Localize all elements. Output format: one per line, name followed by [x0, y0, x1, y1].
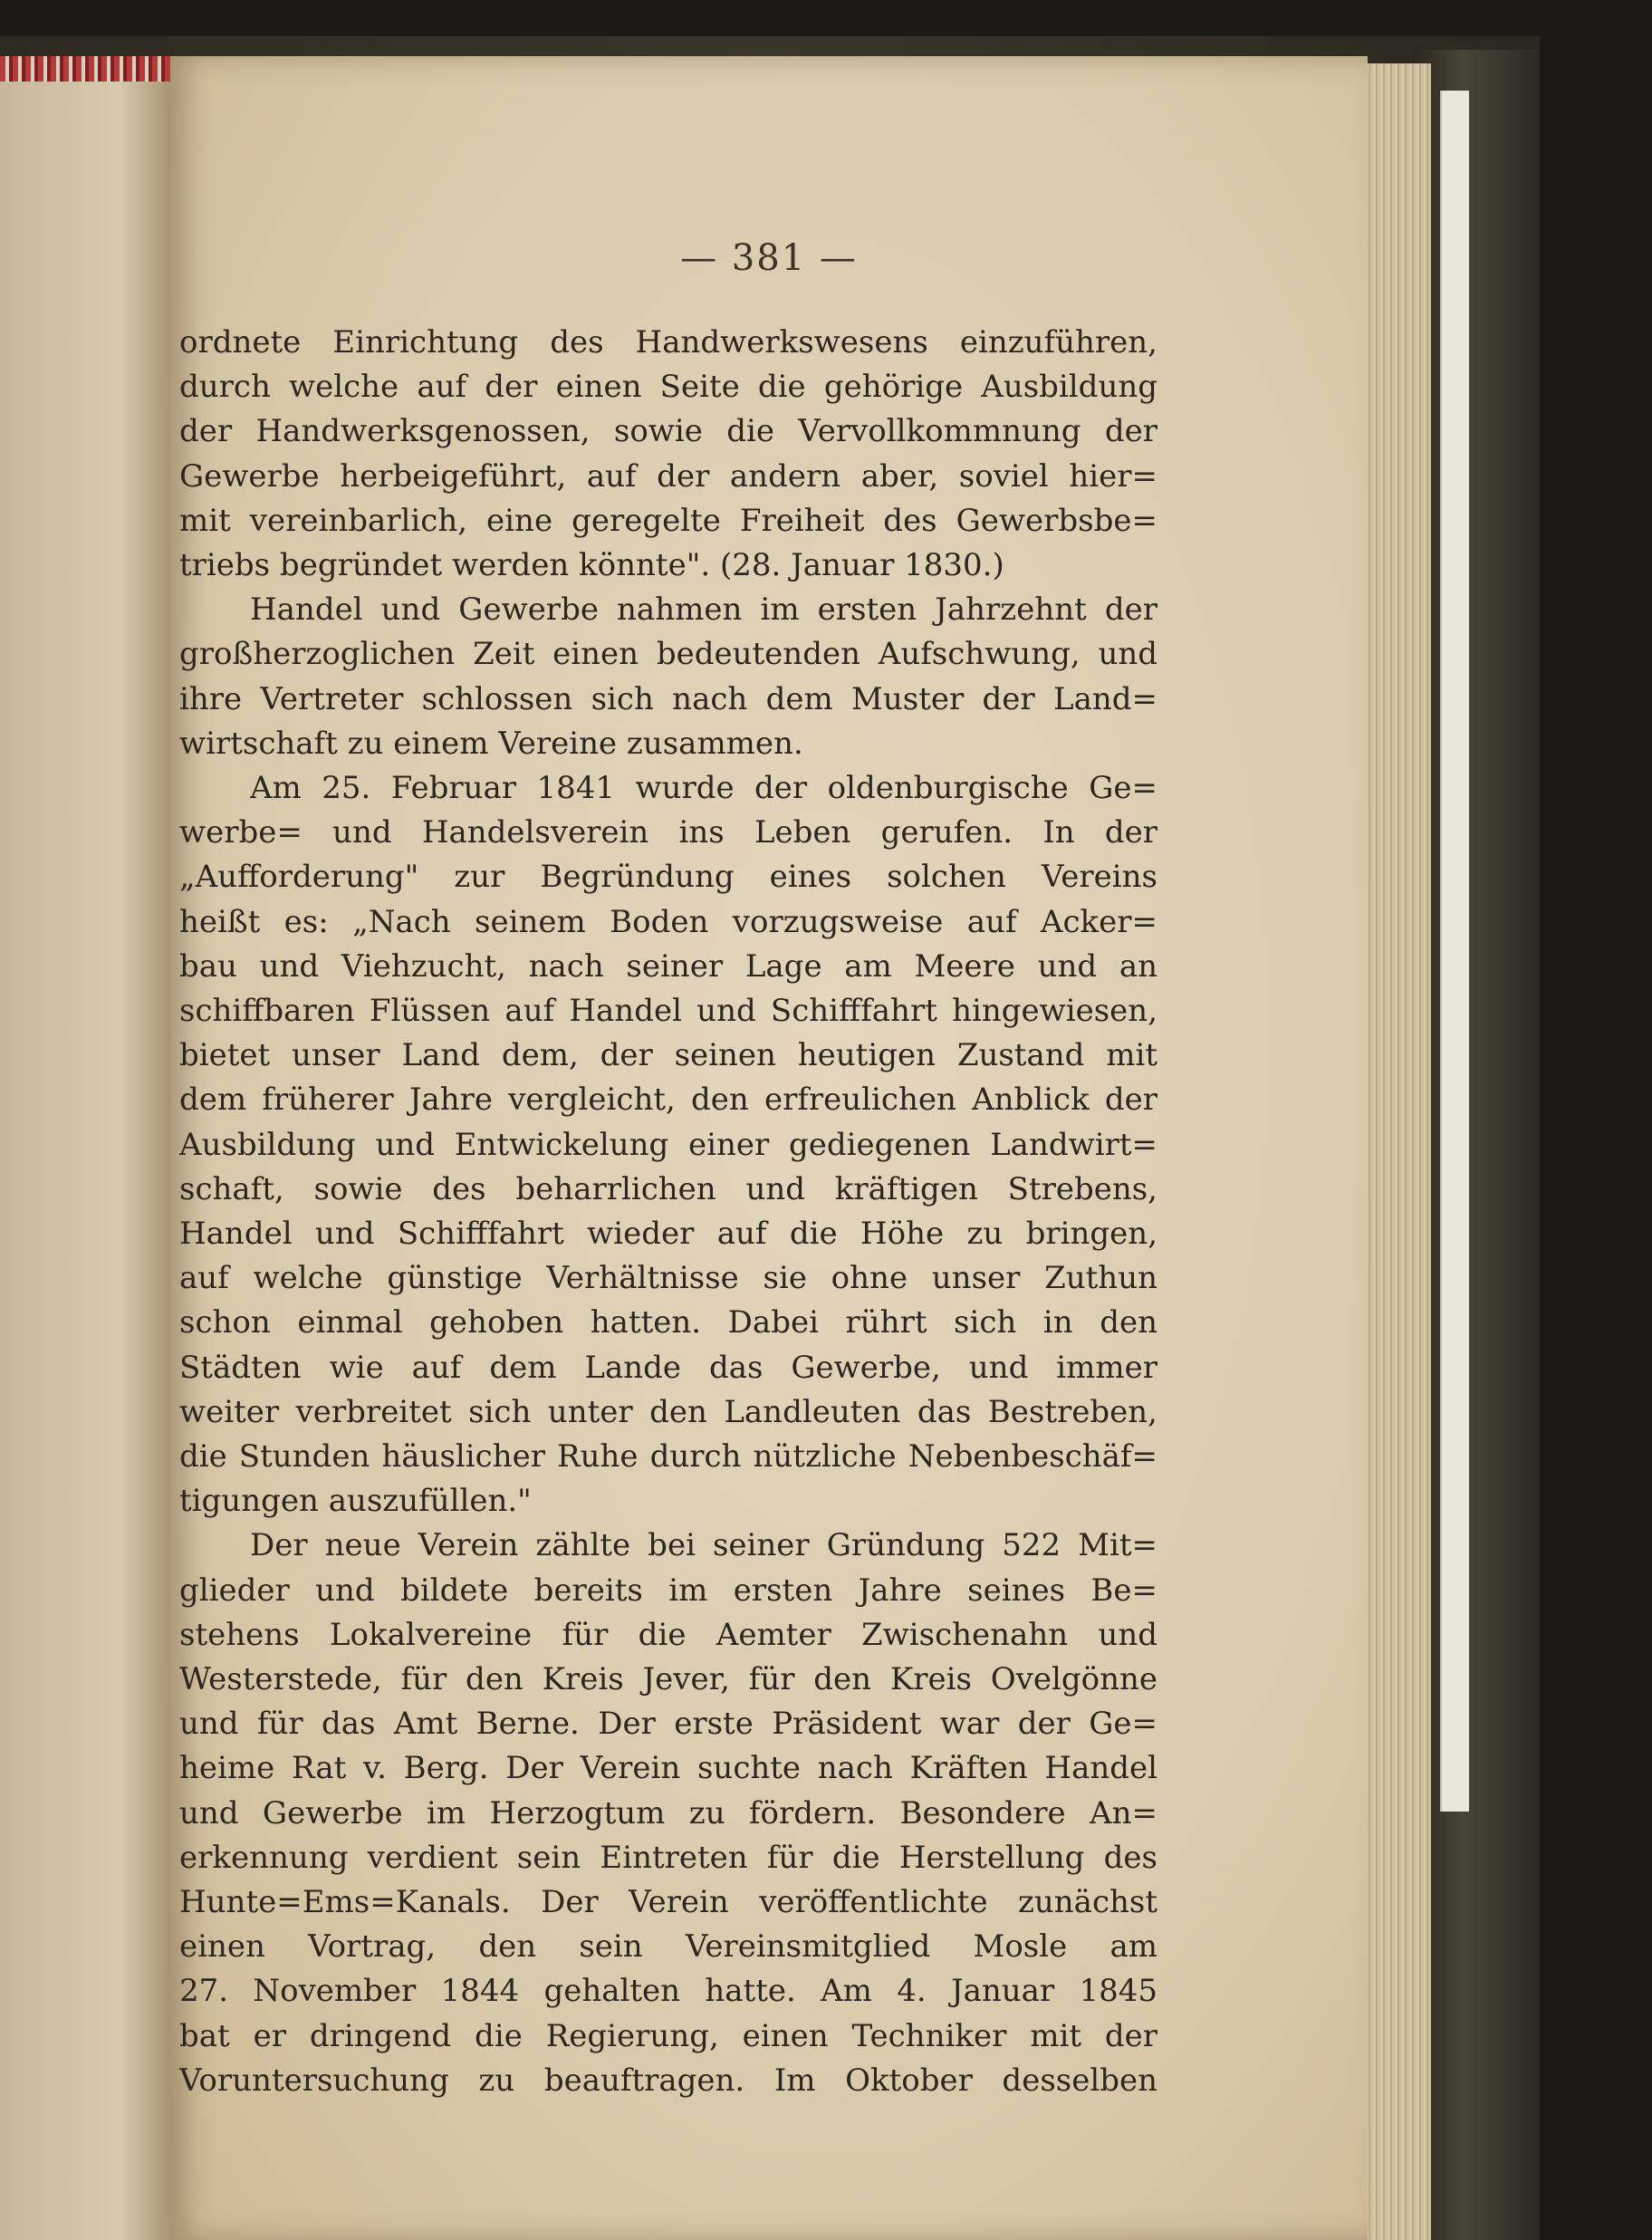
- text-line: ihre Vertreter schlossen sich nach dem Muster der Land=: [179, 680, 1157, 717]
- text-line: Voruntersuchung zu beauftragen. Im Oktober desselben: [179, 2062, 1157, 2099]
- text-line: mit vereinbarlich, eine geregelte Freiheit des Gewerbsbe=: [179, 502, 1157, 539]
- text-line: Westerstede, für den Kreis Jever, für den Kreis Ovelgönne: [179, 1661, 1157, 1697]
- text-line: heime Rat v. Berg. Der Verein suchte nach Kräften Handel: [179, 1750, 1157, 1787]
- headband: [0, 56, 172, 82]
- text-line: und Gewerbe im Herzogtum zu fördern. Besondere An=: [179, 1794, 1157, 1831]
- text-line: heißt es: „Nach seinem Boden vorzugsweise auf Acker=: [179, 903, 1157, 940]
- text-line: Ausbildung und Entwickelung einer gediegenen Landwirt=: [179, 1126, 1157, 1163]
- text-line: wirtschaft zu einem Vereine zusammen.: [179, 725, 803, 762]
- text-line: durch welche auf der einen Seite die gehörige Ausbildung: [179, 369, 1157, 406]
- text-line: bietet unser Land dem, der seinen heutigen Zustand mit: [179, 1037, 1157, 1074]
- text-line: schaft, sowie des beharrlichen und kräftigen Strebens,: [179, 1170, 1157, 1207]
- text-line: schon einmal gehoben hatten. Dabei rührt sich in den: [179, 1304, 1157, 1341]
- text-line: weiter verbreitet sich unter den Landleuten das Bestreben,: [179, 1393, 1157, 1430]
- book-cover-edge: [1413, 50, 1540, 2240]
- text-line: Gewerbe herbeigeführt, auf der andern aber, soviel hier=: [179, 457, 1157, 495]
- text-line: triebs begründet werden könnte". (28. Januar 1830.): [179, 547, 1004, 583]
- text-line: glieder und bildete bereits im ersten Jahre seines Be=: [179, 1572, 1157, 1609]
- text-line: einen Vortrag, den sein Vereinsmitglied Mosle am: [179, 1928, 1157, 1966]
- text-line: schiffbaren Flüssen auf Handel und Schifffahrt hingewiesen,: [179, 993, 1157, 1029]
- text-line: Städten wie auf dem Lande das Gewerbe, und immer: [179, 1349, 1157, 1386]
- text-line: Der neue Verein zählte bei seiner Gründung 522 Mit=: [250, 1527, 1157, 1564]
- text-line: und für das Amt Berne. Der erste Präsident war der Ge=: [179, 1706, 1157, 1743]
- text-line: bat er dringend die Regierung, einen Techniker mit der: [179, 2017, 1157, 2054]
- text-line: großherzoglichen Zeit einen bedeutenden Aufschwung, und: [179, 636, 1157, 673]
- book-page: [170, 56, 1368, 2240]
- text-line: Handel und Gewerbe nahmen im ersten Jahrzehnt der: [250, 591, 1157, 629]
- text-line: Hunte=Ems=Kanals. Der Verein veröffentlichte zunächst: [179, 1884, 1157, 1920]
- text-line: 27. November 1844 gehalten hatte. Am 4. Januar 1845: [179, 1973, 1157, 2010]
- text-line: der Handwerksgenossen, sowie die Vervollkommnung der: [179, 413, 1157, 450]
- text-line: tigungen auszufüllen.": [179, 1483, 532, 1520]
- text-line: „Aufforderung" zur Begründung eines solchen Vereins: [179, 859, 1157, 896]
- text-line: Am 25. Februar 1841 wurde der oldenburgische Ge=: [250, 770, 1157, 806]
- text-line: ordnete Einrichtung des Handwerkswesens einzuführen,: [179, 324, 1157, 361]
- page-number: — 381 —: [680, 237, 858, 279]
- page-edges: [1359, 63, 1431, 2240]
- text-line: werbe= und Handelsverein ins Leben gerufen. In der: [179, 814, 1157, 851]
- text-line: dem früherer Jahre vergleicht, den erfreulichen Anblick der: [179, 1082, 1157, 1119]
- text-line: stehens Lokalvereine für die Aemter Zwischenahn und: [179, 1616, 1157, 1653]
- text-line: die Stunden häuslicher Ruhe durch nützliche Nebenbeschäf=: [179, 1438, 1157, 1475]
- text-line: erkennung verdient sein Eintreten für die Herstellung des: [179, 1839, 1157, 1876]
- text-line: Handel und Schifffahrt wieder auf die Höhe zu bringen,: [179, 1216, 1157, 1252]
- left-page: [0, 80, 170, 2240]
- text-line: auf welche günstige Verhältnisse sie ohne unser Zuthun: [179, 1260, 1157, 1297]
- flyleaf: [1440, 91, 1469, 1812]
- text-line: bau und Viehzucht, nach seiner Lage am Meere und an: [179, 947, 1157, 985]
